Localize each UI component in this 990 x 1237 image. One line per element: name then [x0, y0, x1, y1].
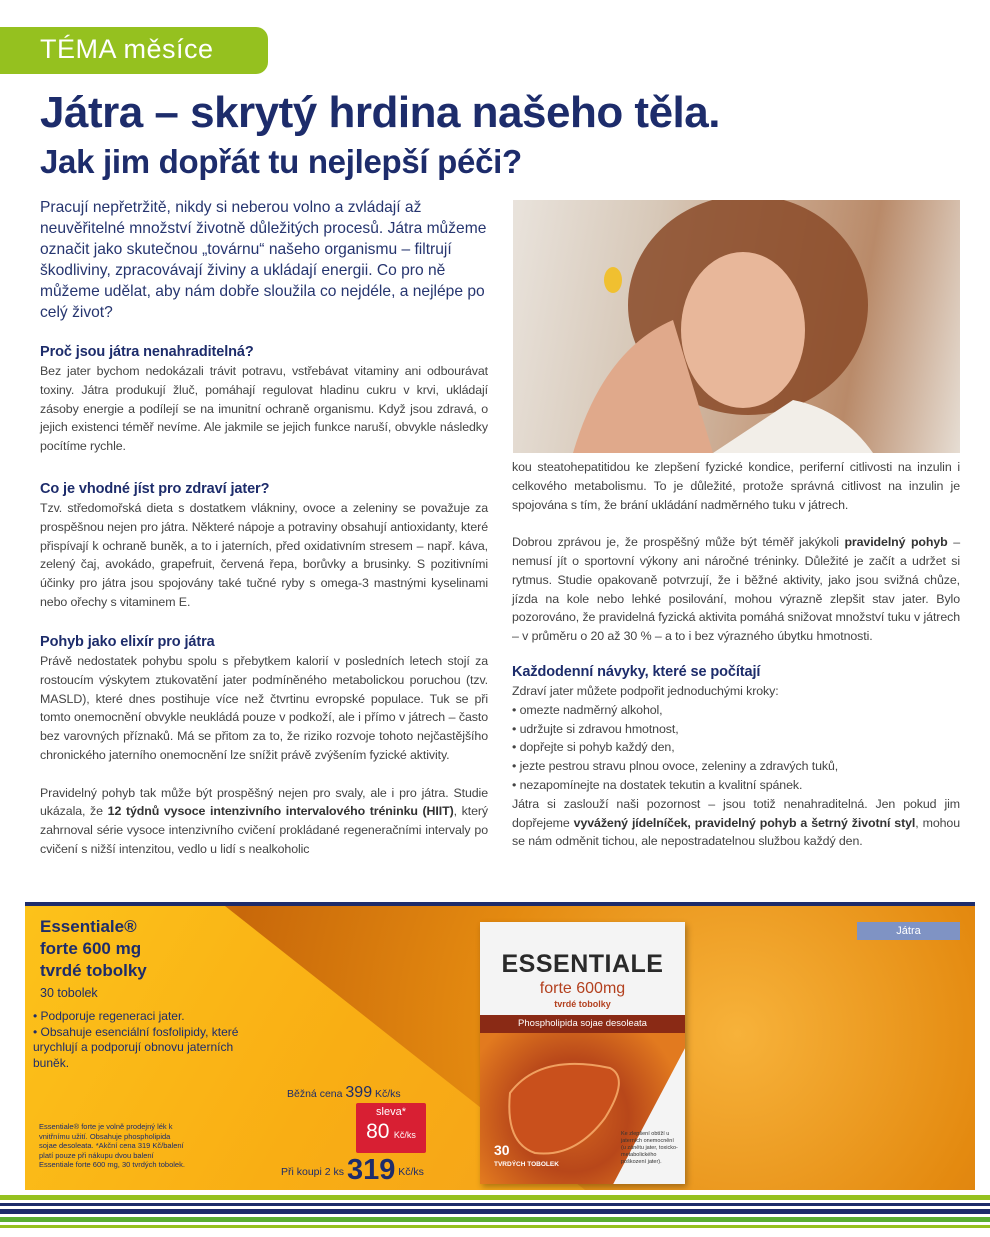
list-item: • dopřejte si pohyb každý den,	[512, 738, 960, 757]
right-column	[512, 458, 960, 851]
continued-text: kou steatohepatitidou ke zlepšení fyzické kondice, periferní citlivosti na inzulin i celkového metabolismu. To je důležité, protože správná citlivost na inzulin je spojována s tím, že brání ukládání nadměrného tuku v játrech.	[512, 460, 960, 512]
bold-run: pravidelný pohyb	[844, 535, 948, 550]
benefit-item: • Obsahuje esenciální fosfolipidy, které urychlují a podporují obnovu jaterních buněk.	[33, 1025, 253, 1072]
section-tab: TÉMA měsíce	[0, 27, 268, 74]
deal-price-value: 319	[346, 1154, 396, 1186]
section-text: Tzv. středomořská dieta s dostatkem vlákniny, ovoce a zeleniny se považuje za prospěšnou nejen pro játra. Některé nápoje a potraviny obsahují antioxidanty, které přispívají k ochraně buněk, a to i jaterních, před oxidativním stresem – např. káva, zelený čaj, avokádo, grapefruit, červená řepa, borůvky a brusinky. S pozitivními účinky pro játra jsou spojovány také tučné ryby s omega-3 mastnými kyselinami nebo ořechy s vitaminem E.	[40, 501, 488, 609]
habits-lead: Zdraví jater můžete podpořit jednoduchými kroky:	[512, 683, 779, 698]
ad-count: 30 tobolek	[40, 986, 98, 1000]
section-text-2	[40, 784, 488, 859]
discount-value: 80	[366, 1120, 390, 1143]
product-name-line: Essentiale®	[40, 917, 137, 936]
list-item: • omezte nadměrný alkohol,	[512, 701, 960, 720]
page-title: Játra – skrytý hrdina našeho těla.	[40, 88, 720, 137]
list-item: • udržujte si zdravou hmotnost,	[512, 720, 960, 739]
page-subtitle: Jak jim dopřát tu nejlepší péči?	[40, 143, 522, 180]
exercise-good-news	[512, 533, 960, 646]
photo-illustration	[513, 200, 960, 453]
box-form: tvrdé tobolky	[554, 999, 611, 1009]
text-run: Pravidelný pohyb tak může být prospěšný nejen pro svaly, ale i pro játra. Studie ukázala, že	[40, 785, 488, 819]
footer-stripe	[0, 1225, 990, 1228]
section-exercise	[40, 632, 488, 859]
text-run: – nemusí jít o sportovní výkony ani náročné tréninky. Důležité je začít a udržet si rytmus. Studie opakovaně potvrzují, že i běžné aktivity, jako jsou svižná chůze, jízda na kole nebo lehké posilování, mohou výrazně zlepšit stav jater. Bylo pozorováno, že pravidelná fyzická aktivita pomáhá snižovat množství tuku v játrech – v průměru o 20 až 30 % – a to i bez výrazného úbytku hmotnosti.	[512, 535, 960, 644]
discount-label: sleva*	[376, 1106, 406, 1118]
deal-label: Při koupi 2 ks	[281, 1166, 345, 1178]
footer-stripe	[0, 1203, 990, 1206]
section-heading: Co je vhodné jíst pro zdraví jater?	[40, 481, 270, 497]
price-unit: Kč/ks	[375, 1088, 401, 1100]
deal-price	[281, 1154, 424, 1187]
section-heading: Proč jsou játra nenahraditelná?	[40, 344, 254, 360]
category-tag: Játra	[857, 922, 960, 940]
section-heading: Každodenní návyky, které se počítají	[512, 663, 761, 680]
footer-stripe	[0, 1209, 990, 1214]
text-run: Dobrou zprávou je, že prospěšný může být téměř jakýkoli	[512, 535, 845, 550]
box-count-label: TVRDÝCH TOBOLEK	[494, 1161, 559, 1168]
section-text: Právě nedostatek pohybu spolu s přebytkem kalorií v posledních letech stojí za rostoucím výskytem ztukovatění jater podmíněného metabolickou poruchou (tzv. MASLD), které dnes postihuje více než čtvrtinu evropské populace. Tuk se při tomto onemocnění obvykle neukládá pouze v podkoží, ale i přímo v játrech – často bez varovných příznaků. Má se přitom za to, že riziko rozvoje tohoto nejčastějšího chronického jaterního onemocnění lze snížit právě zvýšením fyzické aktivity.	[40, 654, 488, 762]
list-item: • jezte pestrou stravu plnou ovoce, zeleniny a zdravých tuků,	[512, 757, 960, 776]
text-run: , který zahrnoval série vysoce intenzivního cvičení prokládané regeneračními intervaly po cvičení s nižší intenzitou, vedlo u lidí s nealkoholic	[40, 804, 488, 856]
woman-taking-capsule-photo	[513, 200, 960, 453]
product-box-image	[480, 922, 685, 1184]
box-count: 30	[494, 1142, 510, 1158]
regular-price-label: Běžná cena	[287, 1088, 343, 1100]
discount-badge	[356, 1103, 426, 1153]
box-substance: Phospholipida sojae desoleata	[480, 1015, 685, 1033]
section-text: Bez jater bychom nedokázali trávit potravu, vstřebávat vitaminy ani odbourávat toxiny. Játra produkují žluč, pomáhají regulovat hladinu cukru v krvi, ukládají zásoby energie a podílejí se na imunitní ochraně organismu. Když jsou zdravá, o jejich existenci téměř nevíme. Ale jakmile se jejich funkce naruší, obvykle následky pocítíme rychle.	[40, 364, 488, 454]
text-run: Játra si zaslouží naši pozornost – jsou totiž nenahraditelná. Jen pokud jim dopřejeme	[512, 796, 960, 830]
habits-list	[512, 701, 960, 795]
bold-run: 12 týdnů vysoce intenzivního intervalového tréninku (HIIT)	[107, 804, 454, 819]
section-heading: Pohyb jako elixír pro játra	[40, 634, 215, 650]
ad-product-name	[40, 916, 147, 982]
price-unit: Kč/ks	[393, 1130, 416, 1140]
section-diet	[40, 479, 488, 612]
box-strength: forte 600mg	[539, 980, 626, 997]
product-name-line: forte 600 mg	[40, 939, 142, 958]
section-why-liver	[40, 342, 488, 456]
bold-run: vyvážený jídelníček, pravidelný pohyb a šetrný životní styl	[573, 815, 916, 830]
price-unit: Kč/ks	[398, 1166, 424, 1178]
ad-benefits	[33, 1009, 253, 1071]
benefit-item: • Podporuje regeneraci jater.	[33, 1009, 253, 1025]
regular-price-value: 399	[345, 1084, 373, 1101]
ad-fine-print: Essentiale® forte je volně prodejný lék k vnitřnímu užití. Obsahuje phospholipida sojae desoleata. *Akční cena 319 Kč/balení platí pouze při nákupu dvou balení Essentiale forte 600 mg, 30 tvrdých tobolek.	[39, 1122, 185, 1169]
list-item: • nezapomínejte na dostatek tekutin a kvalitní spánek.	[512, 776, 960, 795]
box-indication-note: Ke zlepšení obtíží u jaterních onemocnění (u zánětu jater, toxicko-metabolického poškození jater).	[621, 1131, 678, 1165]
footer-stripe	[0, 1195, 990, 1200]
text-run: , mohou se nám odměnit tichou, ale nepostradatelnou službou každý den.	[512, 815, 960, 849]
product-name-line: tvrdé tobolky	[40, 961, 147, 980]
essentiale-advertisement[interactable]	[25, 902, 975, 1190]
box-brand: ESSENTIALE	[501, 950, 664, 978]
regular-price	[287, 1084, 401, 1102]
footer-stripe	[0, 1217, 990, 1222]
intro-paragraph: Pracují nepřetržitě, nikdy si neberou volno a zvládají až neuvěřitelné množství životně důležitých procesů. Játra můžeme označit jako skutečnou „továrnu“ našeho organismu – filtrují škodliviny, zpracovávají živiny a ukládají energii. Co pro ně můžeme udělat, aby nám dobře sloužila co nejdéle, a nejlépe po celý život?	[40, 199, 487, 321]
closing-text	[512, 795, 960, 851]
